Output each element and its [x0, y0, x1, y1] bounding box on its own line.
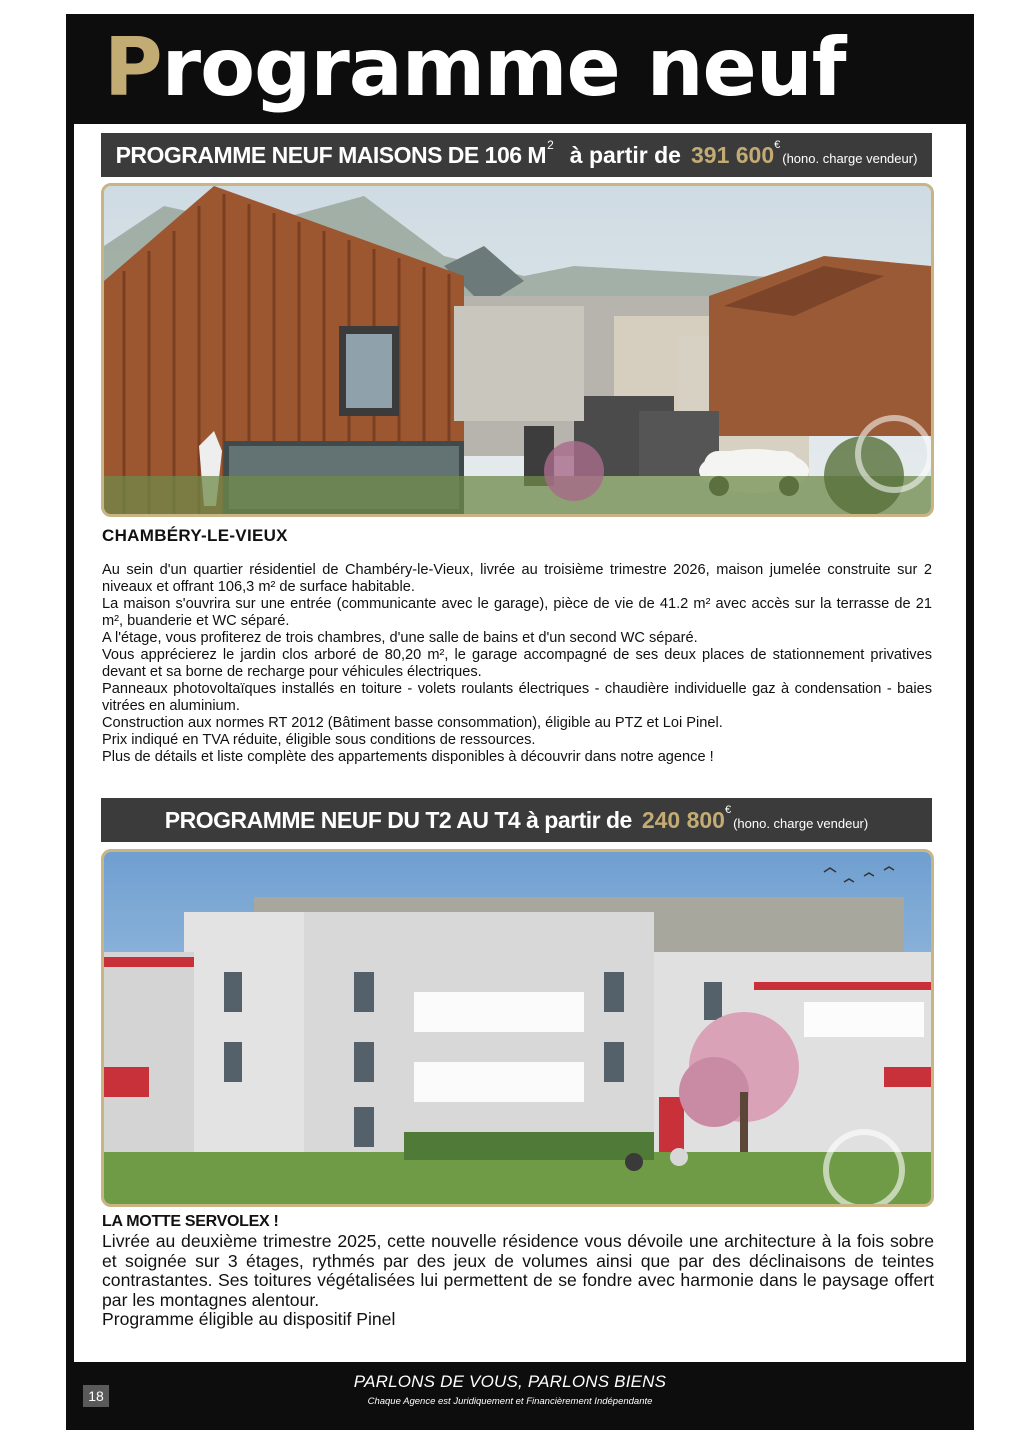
program1-currency: €: [774, 139, 781, 151]
houses-render-image: [104, 186, 931, 514]
program1-price-note: (hono. charge vendeur): [782, 150, 918, 166]
page-title: [104, 21, 846, 114]
page-number: 18: [83, 1385, 109, 1407]
program1-paragraph: Au sein d'un quartier résidentiel de Chambéry-le-Vieux, livrée au troisième trimestre 2026, maison jumelée construite sur 2 niveaux et offrant 106,3 m² de surface habitable.: [102, 562, 932, 595]
program2-paragraph: Livrée au deuxième trimestre 2025, cette nouvelle résidence vous dévoile une architecture à la fois sobre et soignée sur 3 étages, rythmés par des jeux de volumes ainsi que par des déclinaisons de teintes contrastantes. Ses toitures végétalisées lui permettent de se fondre avec harmonie dans le paysage offert par les montagnes alentour.: [102, 1231, 934, 1310]
program2-banner-title: PROGRAMME NEUF DU T2 AU T4 à partir de: [164, 806, 632, 833]
page-title-initial: P: [104, 21, 162, 114]
program1-banner-sup: 2: [547, 138, 554, 152]
program1-banner: [101, 133, 932, 177]
program2-banner: [101, 798, 932, 842]
program1-banner-lead: à partir de: [569, 141, 681, 168]
program2-description: [102, 1232, 934, 1330]
program1-banner-title: PROGRAMME NEUF MAISONS DE 106 M: [115, 141, 547, 168]
program1-paragraph: Panneaux photovoltaïques installés en toiture - volets roulants électriques - chaudière individuelle gaz à condensation - baies vitrées en aluminium.: [102, 681, 932, 714]
program1-paragraph: Plus de détails et liste complète des appartements disponibles à découvrir dans notre agence !: [102, 749, 714, 765]
residence-render-image: [104, 852, 931, 1204]
footer-subtitle: Chaque Agence est Juridiquement et Financièrement Indépendante: [367, 1396, 653, 1407]
program1-city: CHAMBÉRY-LE-VIEUX: [102, 526, 288, 545]
program1-paragraph: A l'étage, vous profiterez de trois chambres, d'une salle de bains et d'un second WC séparé.: [102, 630, 698, 646]
program2-city: LA MOTTE SERVOLEX !: [102, 1213, 279, 1230]
page-title-rest: rogramme neuf: [161, 21, 846, 114]
program2-price: 240 800: [641, 806, 725, 833]
program2-paragraph: Programme éligible au dispositif Pinel: [102, 1309, 396, 1329]
program2-photo: [101, 849, 934, 1207]
program1-price: 391 600: [690, 141, 775, 168]
program1-description: [102, 562, 932, 766]
program2-price-note: (hono. charge vendeur): [733, 815, 869, 831]
program1-photo: [101, 183, 934, 517]
program1-paragraph: Construction aux normes RT 2012 (Bâtiment basse consommation), éligible au PTZ et Loi Pinel.: [102, 715, 723, 731]
program1-paragraph: La maison s'ouvrira sur une entrée (communicante avec le garage), pièce de vie de 41.2 m² avec accès sur la terrasse de 21 m², buanderie et WC séparé.: [102, 596, 932, 629]
program1-paragraph: Prix indiqué en TVA réduite, éligible sous conditions de ressources.: [102, 732, 536, 748]
program1-paragraph: Vous apprécierez le jardin clos arboré de 80,20 m², le garage accompagné de ses deux places de stationnement privatives devant et sa borne de recharge pour véhicules électriques.: [102, 647, 932, 680]
footer-tagline: PARLONS DE VOUS, PARLONS BIENS: [353, 1372, 667, 1391]
program2-currency: €: [724, 804, 732, 816]
